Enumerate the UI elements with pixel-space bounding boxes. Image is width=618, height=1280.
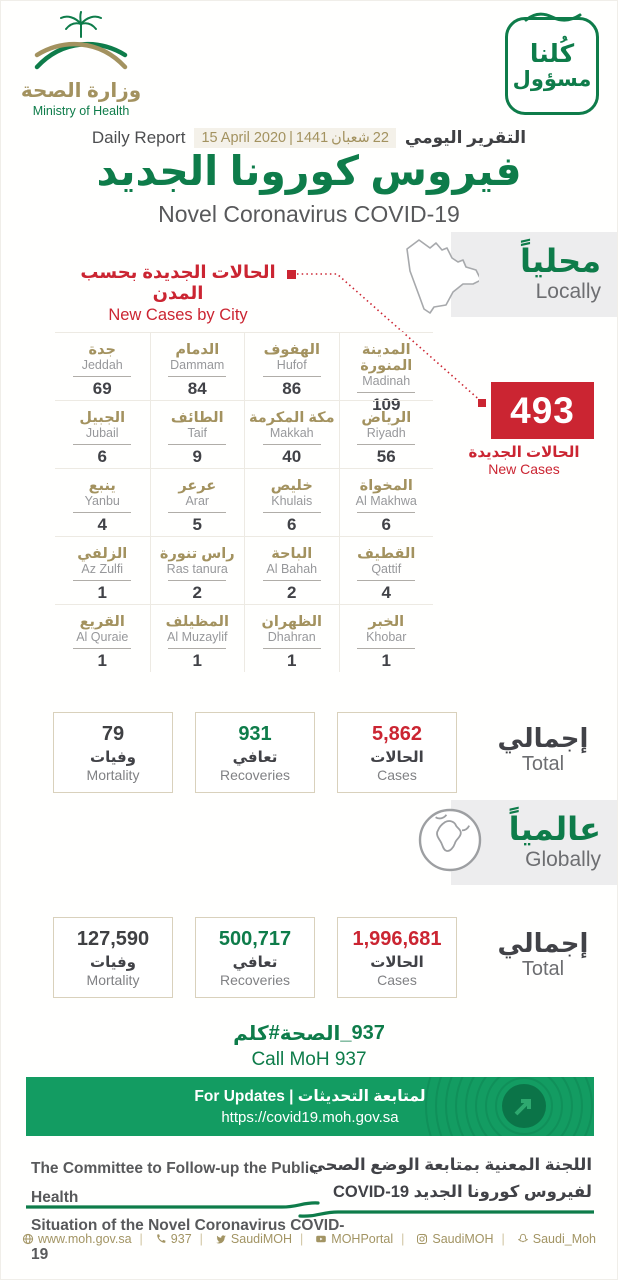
city-name-english: Az Zulfi [81, 562, 124, 576]
city-divider [168, 580, 226, 581]
total-label-arabic: تعافي [232, 954, 278, 971]
kulluna-line1: كُلنا [529, 40, 575, 69]
total-label-english: Cases [377, 767, 417, 783]
city-new-cases-value: 1 [287, 651, 297, 670]
page-title-arabic: فيروس كورونا الجديد [96, 148, 522, 194]
page-title-english: Novel Coronavirus COVID-19 [158, 201, 460, 227]
committee-en-line2: Situation of the Novel Coronavirus COVID-19 [31, 1217, 345, 1264]
new-cases-city-table [55, 332, 433, 672]
city-divider [263, 444, 321, 445]
new-cases-by-city-arabic: الحالات الجديدة بحسب المدن [80, 262, 276, 303]
updates-url[interactable]: https://covid19.moh.gov.sa [221, 1109, 399, 1126]
instagram-icon [416, 1233, 428, 1245]
city-cell [55, 536, 150, 604]
committee-en-line1: The Committee to Follow-up the Public Health [31, 1160, 318, 1206]
city-name-english: Dhahran [267, 630, 316, 644]
city-new-cases-value: 5 [192, 515, 202, 534]
report-date-part: | [289, 130, 293, 146]
globally-title-english: Globally [525, 848, 601, 871]
city-divider [357, 392, 415, 393]
city-divider [357, 580, 415, 581]
committee-ar-line2: لفيروس كورونا الجديد COVID-19 [332, 1183, 592, 1202]
social-link[interactable] [132, 1232, 192, 1246]
city-name-english: Jeddah [81, 358, 123, 372]
social-link-label: www.moh.gov.sa [37, 1232, 132, 1246]
city-cell [55, 604, 150, 672]
social-link-label: | Saudi_Moh [532, 1232, 597, 1246]
total-label-arabic: وفيات [90, 749, 136, 766]
city-new-cases-value: 84 [187, 379, 207, 398]
committee-text-arabic [300, 1152, 592, 1206]
city-cell [55, 400, 150, 468]
city-cell [55, 332, 150, 400]
report-date-part: 15 April 2020 [201, 130, 287, 146]
city-new-cases-value: 2 [192, 583, 202, 602]
city-new-cases-value: 40 [282, 447, 302, 466]
city-cell [339, 400, 434, 468]
social-link[interactable] [292, 1232, 393, 1246]
city-divider [168, 648, 226, 649]
new-cases-badge: 493 [491, 382, 594, 439]
city-divider [263, 648, 321, 649]
city-divider [263, 376, 321, 377]
city-cell [339, 604, 434, 672]
city-new-cases-value: 6 [97, 447, 107, 466]
total-english: Total [521, 753, 565, 775]
locally-title-english: Locally [535, 280, 601, 303]
city-name-arabic: القطيف [357, 546, 416, 562]
city-name-arabic: الخبر [368, 614, 405, 630]
total-box [53, 712, 173, 793]
city-name-english: Madinah [362, 374, 411, 388]
hashtag-part: الصحة [279, 1023, 341, 1045]
updates-banner [26, 1077, 594, 1136]
city-name-arabic: القريع [79, 614, 125, 630]
social-link-label: | SaudiMOH [230, 1232, 293, 1246]
call-moh-hashtag [1, 1021, 617, 1046]
city-cell [150, 468, 245, 536]
social-links-bar [1, 1232, 617, 1246]
city-name-arabic: المدينة المنورة [360, 342, 413, 374]
daily-report-english: Daily Report [91, 128, 186, 147]
city-cell [339, 332, 434, 414]
city-name-english: Al Muzaylif [167, 630, 228, 644]
social-link[interactable] [393, 1232, 493, 1246]
city-name-arabic: خليص [270, 478, 313, 494]
call-moh-english: Call MoH 937 [251, 1049, 367, 1070]
new-cases-by-city-english: New Cases by City [108, 306, 248, 324]
city-name-arabic: راس تنورة [159, 546, 235, 562]
city-name-english: Dammam [170, 358, 225, 372]
social-link[interactable] [22, 1232, 132, 1246]
city-name-arabic: المظيلف [165, 614, 229, 630]
city-name-arabic: الظهران [261, 614, 322, 630]
city-new-cases-value: 69 [92, 379, 112, 398]
for-updates-label: لمتابعة التحديثات | For Updates [194, 1088, 426, 1105]
local-total-label [493, 723, 593, 776]
daily-report-arabic: التقرير اليومي [404, 128, 527, 147]
locally-title-arabic: محلياً [519, 243, 601, 279]
report-date-part: 1441 [295, 130, 329, 146]
total-box [53, 917, 173, 998]
social-link[interactable] [494, 1232, 597, 1246]
total-value: 5,862 [371, 723, 423, 745]
city-cell [244, 468, 339, 536]
city-divider [73, 580, 131, 581]
total-arabic: إجمالي [497, 723, 589, 753]
city-name-arabic: عرعر [178, 478, 217, 494]
total-label-arabic: تعافي [232, 749, 278, 766]
city-name-arabic: الهفوف [263, 342, 320, 358]
globally-title-arabic: عالمياً [508, 811, 601, 847]
city-cell [55, 468, 150, 536]
hashtag-part: _937 [340, 1022, 385, 1044]
moh-emblem-icon [29, 11, 133, 75]
city-divider [357, 648, 415, 649]
youtube-icon [315, 1233, 327, 1245]
social-link-label: | MOHPortal [331, 1232, 394, 1246]
report-meta-line [1, 128, 617, 148]
globe-icon [414, 804, 486, 876]
social-link-label: | 937 [170, 1232, 192, 1246]
city-new-cases-value: 1 [97, 583, 107, 602]
twitter-icon [215, 1233, 227, 1245]
city-cell [150, 536, 245, 604]
total-label-arabic: الحالات [370, 749, 424, 766]
moh-title-arabic: وزارة الصحة [20, 80, 142, 102]
city-cell [150, 332, 245, 400]
city-divider [73, 512, 131, 513]
city-cell [150, 604, 245, 672]
city-divider [73, 376, 131, 377]
city-divider [263, 512, 321, 513]
city-name-english: Al Bahah [266, 562, 318, 576]
new-cases-badge-label [453, 443, 595, 477]
city-new-cases-value: 1 [97, 651, 107, 670]
city-new-cases-value: 86 [282, 379, 302, 398]
new-cases-label-english: New Cases [488, 461, 560, 477]
total-box [337, 917, 457, 998]
city-new-cases-value: 4 [97, 515, 107, 534]
city-divider [263, 580, 321, 581]
city-cell [150, 400, 245, 468]
city-name-arabic: الباحة [271, 546, 313, 562]
committee-ar-line1: اللجنة المعنية بمتابعة الوضع الصحي [308, 1156, 592, 1174]
hashtag-part: # [268, 1022, 280, 1044]
total-label-english: Recoveries [219, 972, 291, 988]
total-box [195, 917, 315, 998]
global-total-label [493, 928, 593, 981]
local-totals-row [53, 712, 457, 793]
city-name-english: Arar [185, 494, 210, 508]
city-new-cases-value: 2 [287, 583, 297, 602]
city-name-english: Qattif [371, 562, 402, 576]
city-new-cases-value: 9 [192, 447, 202, 466]
city-name-english: Jubail [85, 426, 119, 440]
city-name-arabic: الجبيل [79, 410, 126, 426]
moh-title-english: Ministry of Health [32, 104, 130, 118]
total-box [195, 712, 315, 793]
city-divider [73, 648, 131, 649]
city-name-arabic: مكة المكرمة [248, 410, 335, 426]
total-label-english: Cases [377, 972, 417, 988]
city-name-english: Ras tanura [166, 562, 228, 576]
call-moh-block [1, 1021, 617, 1071]
city-new-cases-value: 6 [381, 515, 391, 534]
total-value: 500,717 [218, 928, 292, 950]
city-name-arabic: جدة [88, 342, 116, 358]
city-name-english: Riyadh [366, 426, 406, 440]
city-name-english: Yanbu [84, 494, 120, 508]
city-name-english: Makkah [269, 426, 314, 440]
city-name-arabic: الزلفي [77, 546, 128, 562]
city-cell [244, 604, 339, 672]
city-new-cases-value: 6 [287, 515, 297, 534]
new-cases-label-arabic: الحالات الجديدة [468, 444, 580, 461]
total-label-english: Recoveries [219, 767, 291, 783]
city-divider [357, 444, 415, 445]
total-arabic: إجمالي [497, 928, 589, 958]
city-name-english: Hufof [276, 358, 307, 372]
report-date [194, 128, 395, 148]
city-new-cases-value: 4 [381, 583, 391, 602]
city-name-arabic: المخواة [359, 478, 413, 494]
city-new-cases-value: 1 [381, 651, 391, 670]
city-name-english: Khulais [271, 494, 313, 508]
city-divider [357, 512, 415, 513]
city-divider [73, 444, 131, 445]
new-cases-by-city-title [64, 262, 292, 325]
total-label-english: Mortality [86, 972, 140, 988]
global-totals-row [53, 917, 457, 998]
total-english: Total [521, 958, 565, 980]
social-link-label: | SaudiMOH [432, 1232, 494, 1246]
city-name-arabic: الدمام [175, 342, 220, 358]
report-date-part: 22 [372, 130, 389, 146]
total-label-english: Mortality [86, 767, 140, 783]
hashtag-part: كلم [233, 1023, 269, 1045]
city-new-cases-value: 109 [372, 395, 401, 414]
footer-divider [26, 1201, 594, 1219]
total-value: 127,590 [76, 928, 150, 950]
city-new-cases-value: 56 [376, 447, 396, 466]
city-divider [168, 376, 226, 377]
total-value: 1,996,681 [352, 928, 442, 950]
city-new-cases-value: 1 [192, 651, 202, 670]
city-cell [339, 468, 434, 536]
city-cell [339, 536, 434, 604]
city-cell [244, 400, 339, 468]
report-date-part: شعبان [331, 130, 370, 146]
kulluna-line2: مسؤول [512, 67, 592, 91]
total-value: 931 [238, 723, 272, 745]
city-name-english: Al Quraie [76, 630, 129, 644]
moh-logo [15, 11, 147, 118]
city-divider [168, 444, 226, 445]
total-value: 79 [101, 723, 125, 745]
globe-icon [22, 1233, 34, 1245]
phone-icon [155, 1233, 167, 1245]
city-name-english: Taif [187, 426, 207, 440]
city-name-arabic: ينبع [88, 478, 116, 494]
snapchat-icon [517, 1233, 529, 1245]
social-link[interactable] [192, 1232, 292, 1246]
city-name-english: Al Makhwa [355, 494, 417, 508]
kulluna-masoul-badge [505, 17, 599, 115]
city-name-english: Khobar [366, 630, 407, 644]
city-divider [168, 512, 226, 513]
city-name-arabic: الرياض [361, 410, 412, 426]
city-cell [244, 332, 339, 400]
total-label-arabic: الحالات [370, 954, 424, 971]
total-label-arabic: وفيات [90, 954, 136, 971]
wave-icon [524, 8, 582, 24]
city-cell [244, 536, 339, 604]
city-name-arabic: الطائف [170, 410, 224, 426]
total-box [337, 712, 457, 793]
